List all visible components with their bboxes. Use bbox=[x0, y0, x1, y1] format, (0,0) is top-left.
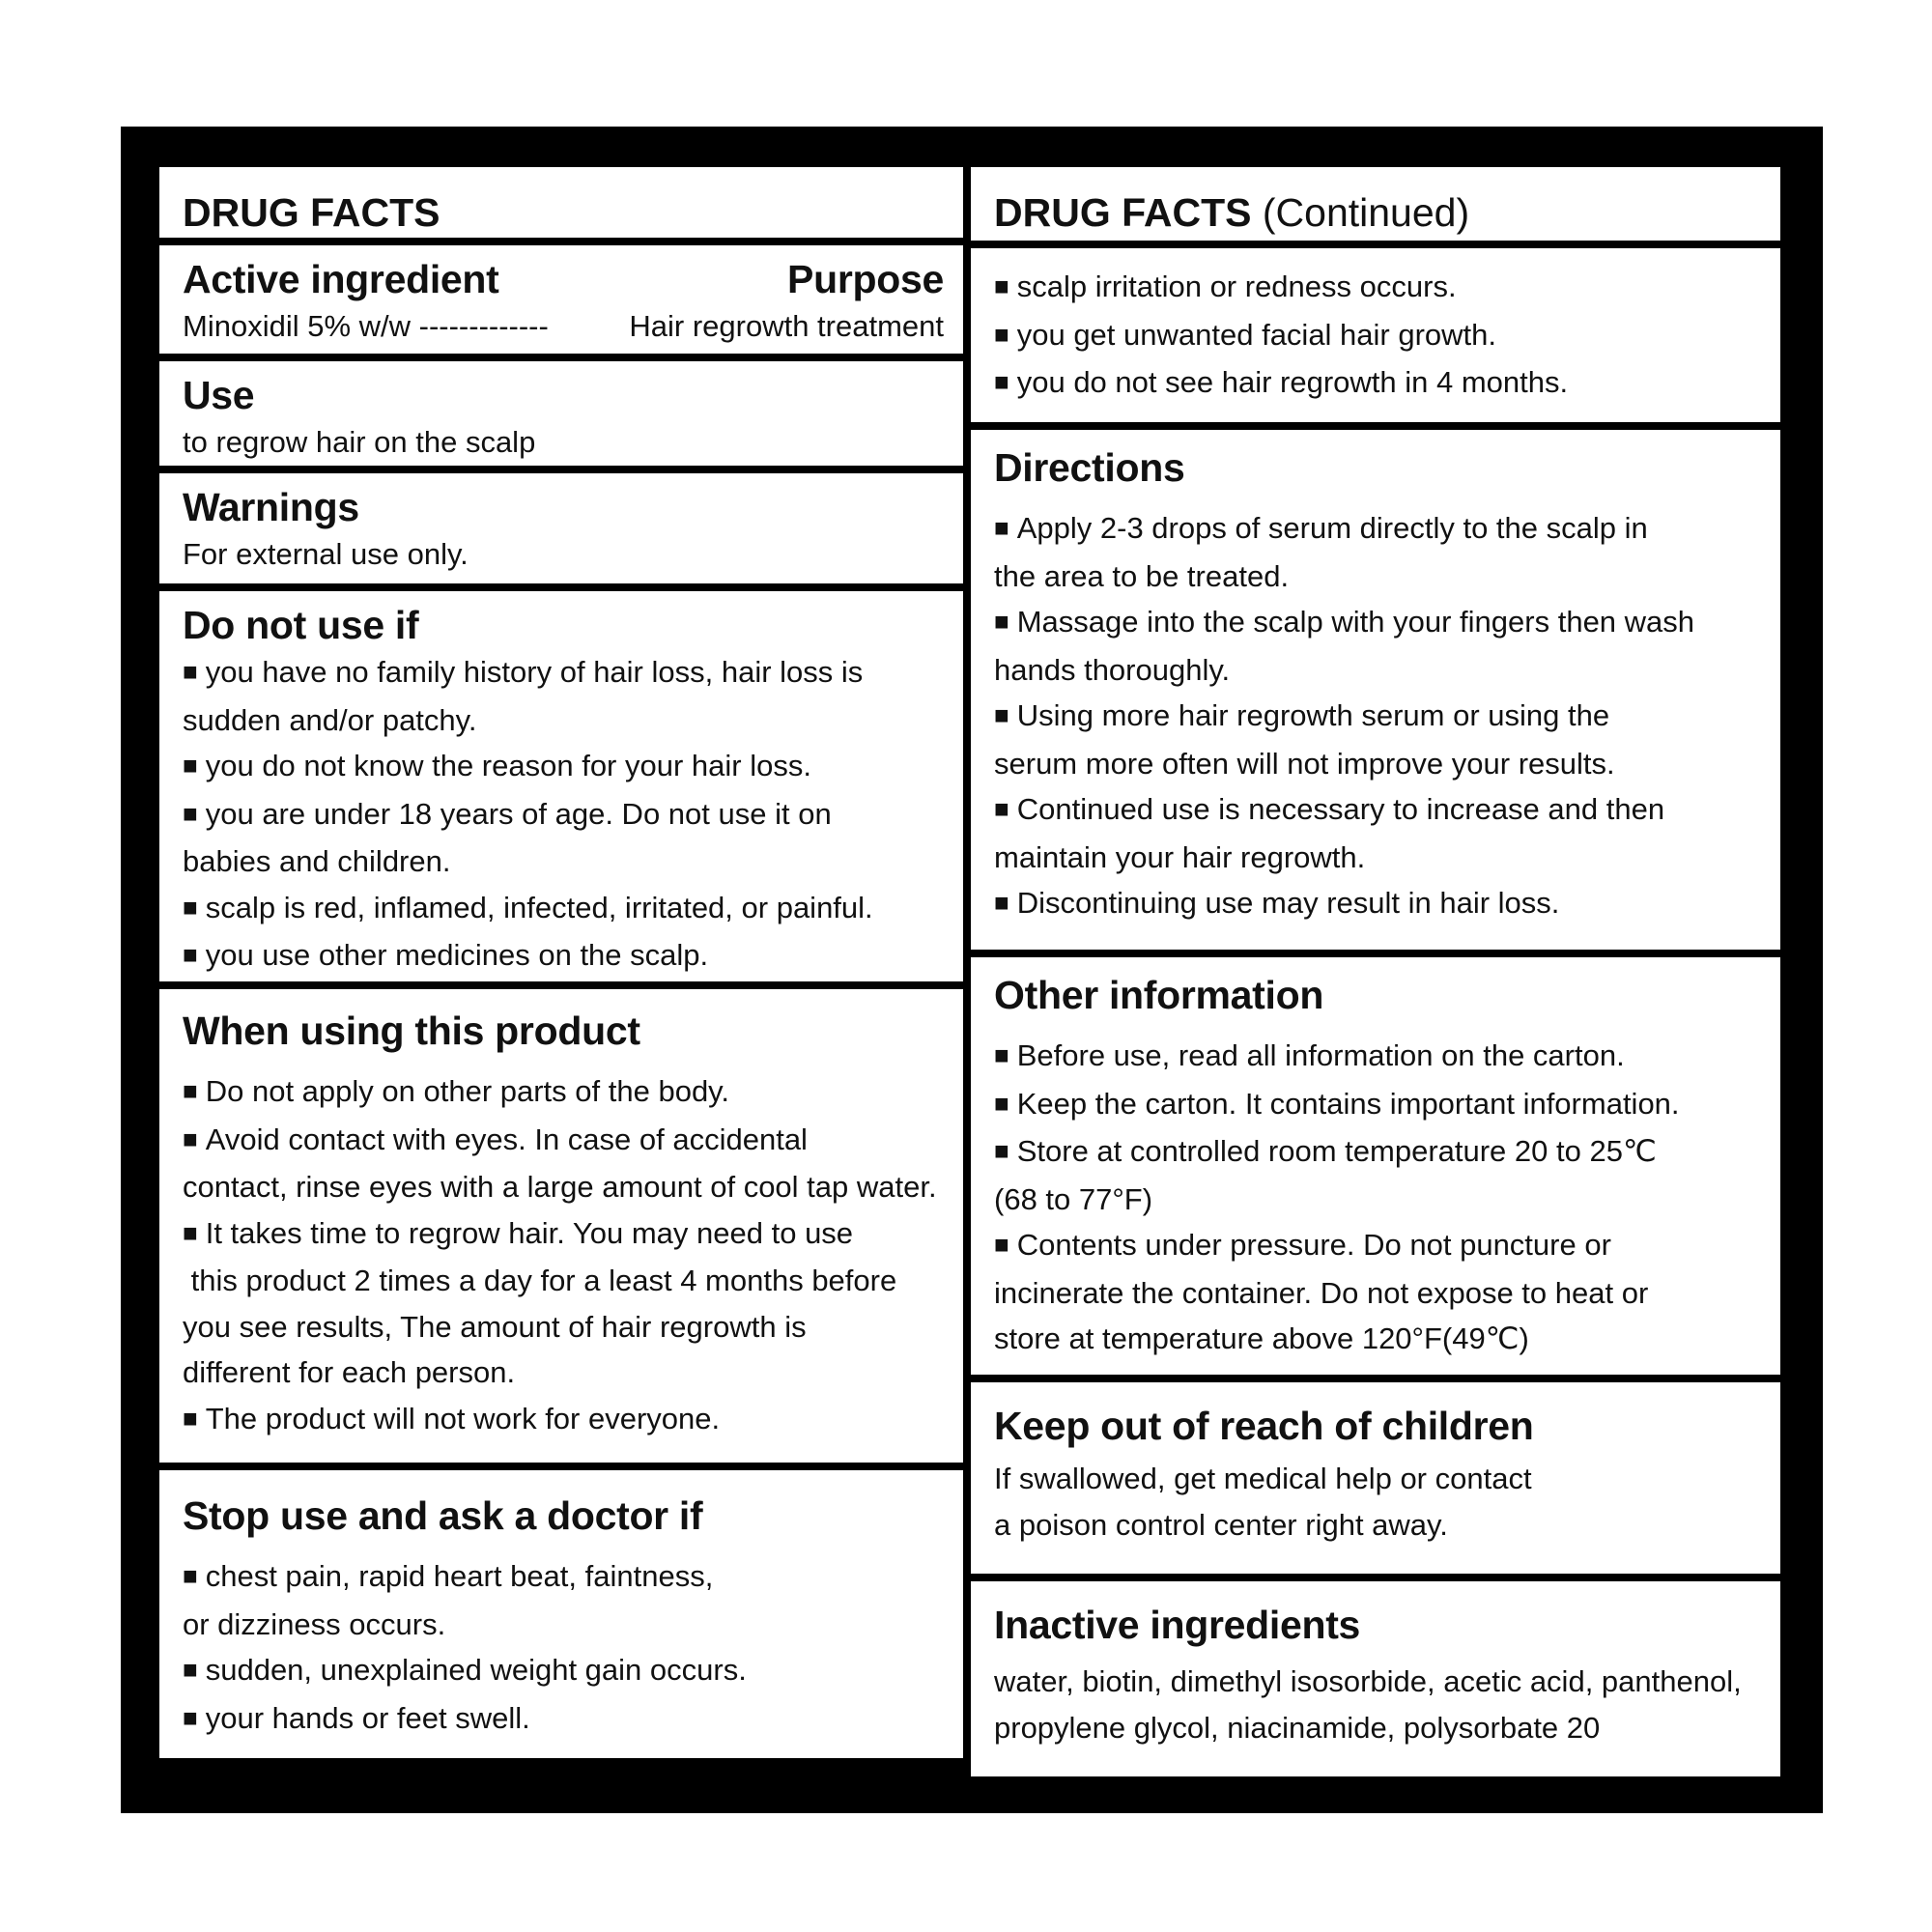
header-box bbox=[159, 167, 963, 238]
warnings-heading: Warnings bbox=[183, 485, 359, 529]
header-box-continued bbox=[971, 167, 1780, 241]
list-item: ■ Continued use is necessary to increase and then bbox=[994, 786, 1761, 835]
keep-out-line: a poison control center right away. bbox=[994, 1507, 1448, 1542]
warnings-section bbox=[159, 473, 963, 583]
list-item: ■ you have no family history of hair loss, hair loss is bbox=[183, 649, 944, 697]
list-item: incinerate the container. Do not expose to heat or bbox=[994, 1275, 1649, 1310]
list-item: ■ Avoid contact with eyes. In case of accidental bbox=[183, 1117, 944, 1165]
do-not-use-section bbox=[159, 591, 963, 981]
list-item: maintain your hair regrowth. bbox=[994, 839, 1366, 874]
list-item: you see results, The amount of hair regrowth is bbox=[183, 1309, 807, 1344]
other-information-section bbox=[971, 957, 1780, 1375]
list-item: (68 to 77°F) bbox=[994, 1181, 1153, 1216]
inactive-ingredients-section bbox=[971, 1581, 1780, 1776]
purpose-heading: Purpose bbox=[787, 257, 944, 301]
list-item: ■ The product will not work for everyone. bbox=[183, 1396, 944, 1444]
do-not-use-heading: Do not use if bbox=[183, 603, 419, 647]
inactive-line: water, biotin, dimethyl isosorbide, acetic acid, panthenol, bbox=[994, 1664, 1742, 1698]
list-item: hands thoroughly. bbox=[994, 652, 1231, 687]
ingredient-text: Minoxidil 5% w/w ------------- bbox=[183, 309, 549, 343]
directions-section bbox=[971, 430, 1780, 950]
list-item: ■ you do not know the reason for your hair loss. bbox=[183, 743, 944, 791]
inactive-ingredients-heading: Inactive ingredients bbox=[994, 1603, 1361, 1647]
list-item: ■ you do not see hair regrowth in 4 months. bbox=[994, 359, 1761, 408]
list-item: ■ Contents under pressure. Do not puncture or bbox=[994, 1222, 1761, 1270]
list-item: ■ your hands or feet swell. bbox=[183, 1695, 944, 1744]
other-information-heading: Other information bbox=[994, 973, 1324, 1017]
title-continued: (Continued) bbox=[1251, 190, 1470, 235]
active-ingredient-section bbox=[159, 245, 963, 354]
active-ingredient-heading: Active ingredient bbox=[183, 257, 499, 301]
list-item: this product 2 times a day for a least 4 months before bbox=[183, 1264, 897, 1297]
list-item: contact, rinse eyes with a large amount of cool tap water. bbox=[183, 1170, 937, 1204]
directions-heading: Directions bbox=[994, 445, 1185, 490]
keep-out-line: If swallowed, get medical help or contact bbox=[994, 1462, 1532, 1495]
keep-out-section bbox=[971, 1382, 1780, 1574]
use-section bbox=[159, 361, 963, 466]
list-item: ■ you use other medicines on the scalp. bbox=[183, 932, 944, 980]
list-item: ■ chest pain, rapid heart beat, faintness, bbox=[183, 1553, 944, 1602]
when-using-section bbox=[159, 989, 963, 1463]
list-item: ■ Do not apply on other parts of the body. bbox=[183, 1068, 944, 1117]
inactive-line: propylene glycol, niacinamide, polysorbate 20 bbox=[994, 1710, 1601, 1745]
continued-warnings-section bbox=[971, 248, 1780, 422]
list-item: ■ Massage into the scalp with your fingers then wash bbox=[994, 599, 1761, 647]
list-item: ■ Discontinuing use may result in hair loss. bbox=[994, 880, 1761, 928]
list-item: ■ Store at controlled room temperature 20 to 25℃ bbox=[994, 1128, 1761, 1177]
stop-use-section bbox=[159, 1470, 963, 1758]
list-item: ■ Using more hair regrowth serum or using the bbox=[994, 693, 1761, 741]
list-item: store at temperature above 120°F(49℃) bbox=[994, 1321, 1529, 1355]
list-item: serum more often will not improve your results. bbox=[994, 746, 1615, 781]
list-item: babies and children. bbox=[183, 844, 451, 878]
list-item: ■ Before use, read all information on the carton. bbox=[994, 1033, 1761, 1081]
title-bold: DRUG FACTS bbox=[994, 190, 1252, 235]
list-item: ■ sudden, unexplained weight gain occurs. bbox=[183, 1647, 944, 1695]
right-column bbox=[971, 167, 1780, 1776]
when-using-heading: When using this product bbox=[183, 1009, 640, 1053]
list-item: ■ Apply 2-3 drops of serum directly to the scalp in bbox=[994, 505, 1761, 554]
stop-use-heading: Stop use and ask a doctor if bbox=[183, 1493, 703, 1538]
active-heading-row bbox=[183, 255, 944, 303]
list-item: ■ you are under 18 years of age. Do not use it on bbox=[183, 791, 944, 839]
list-item: ■ you get unwanted facial hair growth. bbox=[994, 312, 1761, 360]
list-item: sudden and/or patchy. bbox=[183, 702, 477, 737]
active-ingredient-row bbox=[183, 303, 944, 350]
keep-out-heading: Keep out of reach of children bbox=[994, 1404, 1534, 1448]
list-item: or dizziness occurs. bbox=[183, 1606, 446, 1641]
purpose-text: Hair regrowth treatment bbox=[629, 309, 944, 343]
left-column bbox=[159, 167, 963, 1758]
drug-facts-panel bbox=[121, 127, 1823, 1813]
list-item: ■ It takes time to regrow hair. You may need to use bbox=[183, 1210, 944, 1259]
list-item: ■ scalp irritation or redness occurs. bbox=[994, 264, 1761, 312]
warnings-text: For external use only. bbox=[183, 537, 469, 571]
panel-title-continued bbox=[994, 177, 1761, 246]
list-item: different for each person. bbox=[183, 1355, 516, 1389]
list-item: ■ scalp is red, inflamed, infected, irritated, or painful. bbox=[183, 885, 944, 933]
list-item: the area to be treated. bbox=[994, 558, 1290, 593]
use-text: to regrow hair on the scalp bbox=[183, 425, 536, 459]
list-item: ■ Keep the carton. It contains important information. bbox=[994, 1081, 1761, 1129]
panel-title: DRUG FACTS bbox=[183, 190, 440, 235]
use-heading: Use bbox=[183, 373, 255, 417]
